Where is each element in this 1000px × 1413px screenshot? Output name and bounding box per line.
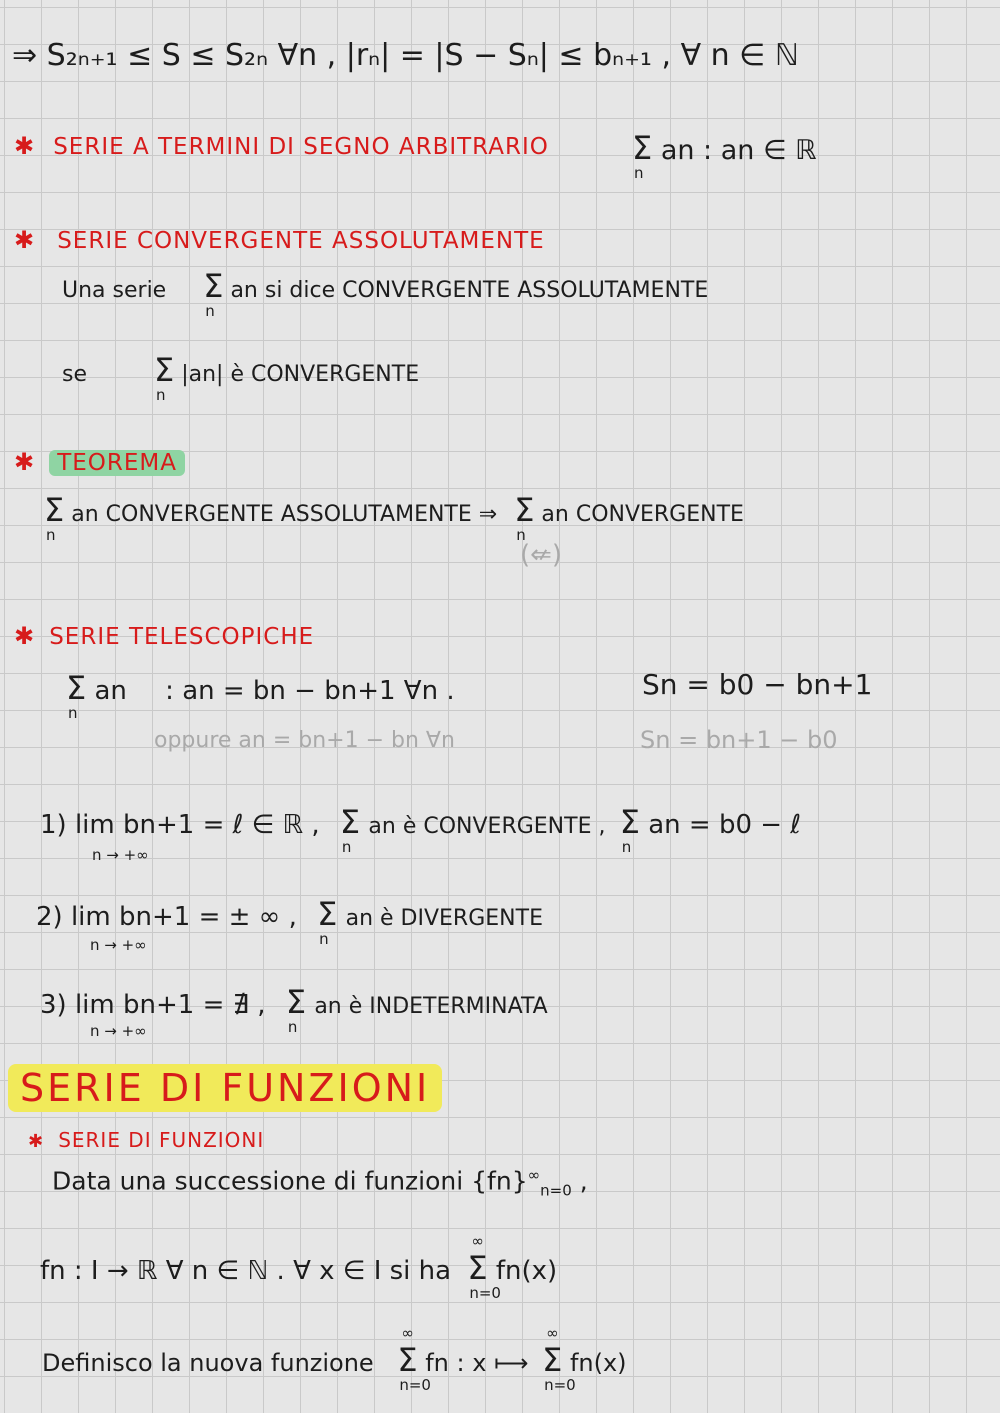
function-def-2: fn : I → ℝ ∀ n ∈ ℕ . ∀ x ∈ I si ha Σ ∞ n=0 fn(x): [40, 1232, 558, 1302]
heading-text: SERIE TELESCOPICHE: [49, 624, 315, 650]
sum-icon: Σ n: [66, 669, 87, 722]
heading-text: SERIE A TERMINI DI SEGNO ARBITRARIO: [53, 134, 549, 160]
asterisk-bullet-icon: ✱: [28, 1131, 44, 1152]
heading-text: SERIE CONVERGENTE ASSOLUTAMENTE: [57, 228, 545, 254]
telescopic-alternative: oppure an = bn+1 − bn ∀n: [154, 728, 455, 753]
case-1: 1) lim bn+1 = ℓ ∈ ℝ , Σ n an è CONVERGENTE , Σ n an = b0 − ℓ: [40, 803, 802, 856]
sum-icon: Σ ∞ n=0: [467, 1232, 501, 1302]
theorem-converse-note: (⇍): [520, 540, 563, 570]
case-3: 3) lim bn+1 = ∄ , Σ n an è INDETERMINATA: [40, 983, 548, 1036]
heading-text: TEOREMA: [49, 450, 185, 476]
function-def-3: Definisco la nuova funzione Σ ∞ n=0 fn : x ⟼ Σ ∞ n=0 fn(x): [42, 1324, 627, 1394]
asterisk-bullet-icon: ✱: [14, 132, 35, 160]
sum-icon: Σ ∞ n=0: [542, 1324, 576, 1394]
sum-icon: Σ n: [619, 803, 640, 856]
absolute-definition-2: se Σ n |an| è CONVERGENTE: [62, 351, 420, 404]
sum-icon: Σ n: [339, 803, 361, 856]
sum-icon: Σ ∞ n=0: [397, 1324, 431, 1394]
section-title-function-series: SERIE DI FUNZIONI: [8, 1064, 442, 1112]
heading-function-series: [28, 1128, 264, 1152]
limit-subscript: n → +∞: [90, 936, 147, 954]
limit-subscript: n → +∞: [90, 1022, 147, 1040]
inequality-line: ⇒ S₂ₙ₊₁ ≤ S ≤ S₂ₙ ∀n , |rₙ| = |S − Sₙ| ≤ bₙ₊₁ , ∀ n ∈ ℕ: [12, 38, 799, 73]
limit-subscript: n → +∞: [92, 846, 149, 864]
heading-theorem: [14, 448, 185, 476]
sum-icon: Σ n: [514, 491, 535, 544]
heading-absolute: [14, 226, 545, 254]
sum-icon: Σ n: [632, 129, 653, 182]
asterisk-bullet-icon: ✱: [14, 622, 35, 650]
heading-arbitrary-sign: [14, 132, 549, 160]
case-2: 2) lim bn+1 = ± ∞ , Σ n an è DIVERGENTE: [36, 895, 543, 948]
heading-telescopic: [14, 622, 314, 650]
function-def-1: Data una successione di funzioni $\{fn\}^\infty_{n=0}$ ,: [52, 1166, 588, 1200]
telescopic-partial-sum: Sn = b0 − bn+1: [642, 668, 873, 701]
heading-text: SERIE DI FUNZIONI: [58, 1128, 265, 1152]
formula-text: an : an ∈ ℝ: [660, 135, 817, 166]
sum-icon: Σ n: [285, 983, 307, 1036]
arbitrary-formula: [632, 129, 817, 182]
sum-icon: Σ n: [317, 895, 338, 948]
telescopic-alternative-sum: Sn = bn+1 − b0: [640, 726, 838, 754]
absolute-definition-1: Una serie Σ n an si dice CONVERGENTE ASSOLUTAMENTE: [62, 267, 709, 320]
telescopic-definition: Σ n an : an = bn − bn+1 ∀n .: [66, 669, 455, 722]
asterisk-bullet-icon: ✱: [14, 448, 35, 476]
sum-icon: Σ n: [44, 491, 65, 544]
asterisk-bullet-icon: ✱: [14, 226, 35, 254]
sum-icon: Σ n: [203, 267, 224, 320]
sum-icon: Σ n: [154, 351, 175, 404]
theorem-statement: Σ n an CONVERGENTE ASSOLUTAMENTE ⇒ Σ n an CONVERGENTE: [44, 491, 744, 544]
